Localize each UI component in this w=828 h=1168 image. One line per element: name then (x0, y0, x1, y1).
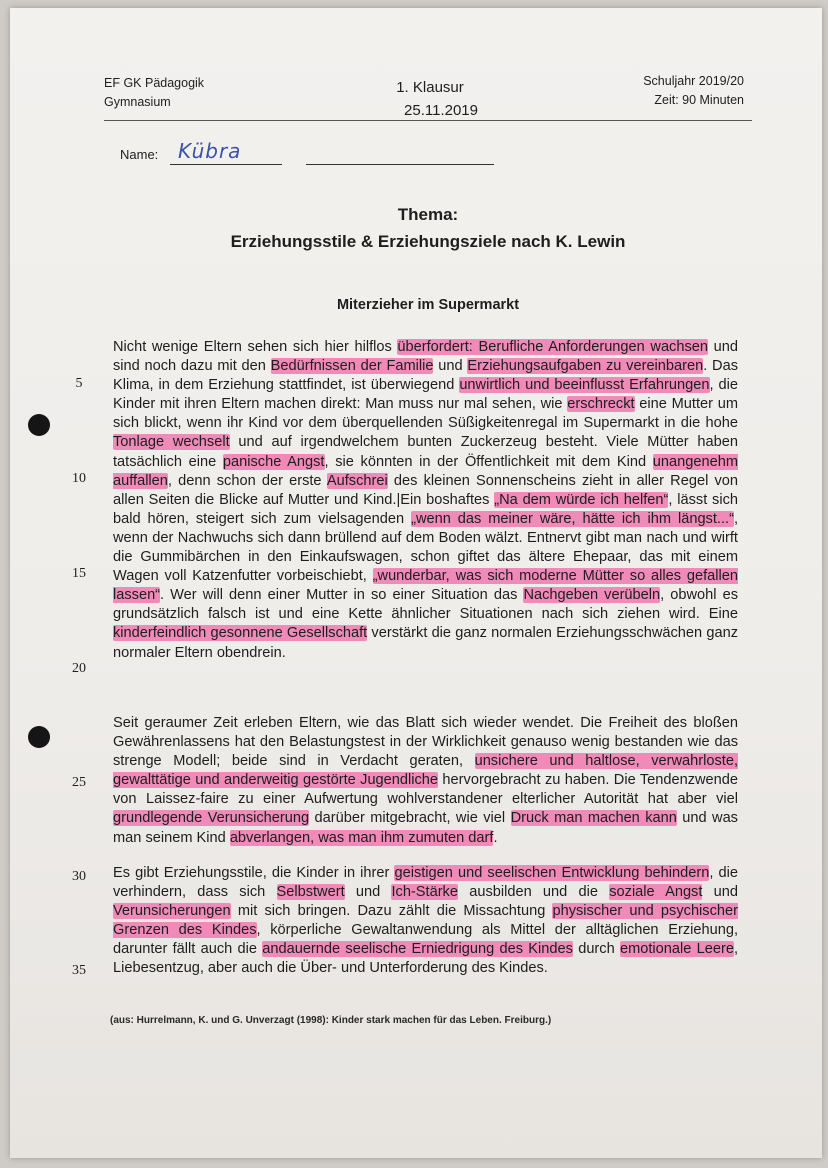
text-run: und was man seinem Kind (113, 810, 738, 846)
school-year: Schuljahr 2019/20 (643, 74, 744, 88)
paragraph-3 (113, 864, 738, 979)
line-number-15: 15 (72, 566, 86, 581)
highlight: Erziehungsaufgaben zu vereinbaren (467, 358, 704, 375)
highlight: abverlangen, was man ihm zumuten darf (229, 829, 494, 846)
paragraph-2 (113, 714, 738, 848)
highlight: soziale Angst (609, 884, 703, 901)
course-name: EF GK Pädagogik (104, 76, 205, 90)
line-number-20: 20 (72, 661, 86, 676)
text-run: mit sich bringen. Dazu zählt die Missachtung (230, 903, 553, 920)
highlight: emotionale Leere (619, 941, 734, 958)
line-number-35: 35 (72, 963, 86, 978)
exam-number: 1. Klausur (396, 79, 464, 96)
student-name-handwritten: Kübra (178, 139, 242, 163)
text-run: , denn schon der erste (167, 472, 327, 489)
text-run: eine Mutter um sich blickt, wenn ihr Kind vor dem überquellenden Süßigkeitenregal im Supermarkt in die hohe (113, 396, 739, 432)
header-divider (104, 120, 752, 121)
text-run: , lässt sich bald hören, steigert sich zum vielsagenden (113, 491, 739, 527)
highlight: Bedürfnissen der Familie (270, 358, 434, 375)
punch-hole-upper (28, 414, 50, 436)
line-number-5: 5 (75, 376, 83, 391)
text-run: . Wer will denn einer Mutter in so einer Situation das (160, 587, 524, 604)
highlight: erschreckt (567, 396, 635, 413)
text-run: , körperliche Gewaltanwendung als Mittel der alltäglichen Erziehung, darunter fällt auch die (113, 922, 738, 958)
highlight: Druck man machen kann (510, 810, 677, 827)
highlight: überfordert: Berufliche Anforderungen wachsen (397, 339, 709, 355)
line-number-25: 25 (72, 775, 86, 790)
highlight: „Na dem würde ich helfen“ (494, 491, 669, 508)
text-run: ausbilden und die (457, 884, 610, 901)
text-run: . (493, 829, 498, 846)
topic-title: Erziehungsstile & Erziehungsziele nach K. Lewin (230, 232, 626, 251)
text-run: , die verhindern, dass sich (113, 865, 738, 901)
text-run: und (702, 884, 739, 901)
highlight: geistigen und seelischen Entwicklung behindern (394, 865, 710, 881)
highlight: Verunsicherungen (113, 903, 231, 920)
text-run: Nicht wenige Eltern sehen sich hier hilflos (113, 339, 398, 355)
highlight: Aufschrei (326, 472, 388, 489)
highlight: unangenehm auffallen (113, 453, 738, 489)
exam-date: 25.11.2019 (404, 102, 478, 119)
text-run: Seit geraumer Zeit erleben Eltern, wie das Blatt sich wieder wendet. Die Freiheit des bloßen Gewährenlassens hat den Belastungstest in der Wirklichkeit genauso wenig bestanden wie das strenge Modell; beide sind in Verdacht geraten, (113, 715, 738, 770)
text-run: darüber mitgebracht, wie viel (309, 810, 511, 827)
text-run: . Das Klima, in dem Erziehung stattfindet, ist überwiegend (113, 358, 739, 394)
highlight: unsichere und haltlose, verwahrloste, gewalttätige und anderweitig gestörte Jugendliche (113, 753, 738, 789)
school-type: Gymnasium (104, 95, 171, 109)
text-run: , die Kinder mit ihren Eltern machen direkt: Man muss nur mal sehen, wie (113, 377, 739, 413)
text-run: , sie könnten in der Öffentlichkeit mit dem Kind (324, 453, 653, 470)
highlight: Ich-Stärke (391, 884, 458, 901)
line-number-10: 10 (72, 471, 86, 486)
text-run: und sind noch dazu mit den (113, 339, 738, 375)
paragraph-1 (113, 338, 738, 663)
text-run: durch (572, 941, 620, 958)
highlight: andauernde seelische Erniedrigung des Kindes (262, 941, 573, 958)
text-run: , Liebesentzug, aber auch die Über- und Unterforderung des Kindes. (113, 941, 739, 977)
highlight: unwirtlich und beeinflusst Erfahrungen (459, 377, 710, 394)
text-run: und auf irgendwelchem bunten Zuckerzeug besteht. Viele Mütter haben tatsächlich eine (113, 434, 738, 470)
highlight: kinderfeindlich gesonnene Gesellschaft (113, 625, 368, 642)
text-run: , obwohl es grundsätzlich falsch ist und eine Kette ähnlicher Situationen nach sich ziehen wird. Eine (113, 587, 738, 623)
text-run: , wenn der Nachwuchs sich dann brüllend auf dem Boden wälzt. Entnervt gibt man nach und wirft die Gummibärchen in den Einkaufswagen, schon giftet das ältere Ehepaar, das mit einem Wagen voll Katzenfutter vorbeischiebt, (113, 510, 738, 585)
highlight: Tonlage wechselt (113, 434, 230, 451)
line-number-30: 30 (72, 869, 86, 884)
highlight: Selbstwert (276, 884, 345, 901)
text-title: Miterzieher im Supermarkt (336, 297, 520, 313)
name-underline (170, 164, 282, 165)
exam-info (350, 76, 510, 122)
highlight: Nachgeben verübeln (523, 587, 661, 604)
highlight: „wunderbar, was sich moderne Mütter so alles gefallen lassen“ (113, 568, 738, 604)
highlight: „wenn das meiner wäre, hätte ich ihm längst...“ (411, 510, 734, 527)
source-citation: (aus: Hurrelmann, K. und G. Unverzagt (1998): Kinder stark machen für das Leben. Freiburg.) (110, 1015, 552, 1026)
exam-sheet (10, 8, 822, 1158)
text-run: hervorgebracht zu haben. Die Tendenzwende von Laissez-faire zu einer Aufwertung wohlverstandener elterlicher Autorität hat aber viel (113, 772, 738, 808)
text-run: und (344, 884, 392, 901)
exam-duration: Zeit: 90 Minuten (654, 93, 744, 107)
highlight: grundlegende Verunsicherung (113, 810, 310, 827)
text-run: Es gibt Erziehungsstile, die Kinder in ihrer (113, 865, 395, 881)
text-run: verstärkt die ganz normalen Erziehungsschwächen ganz normaler Eltern obendrein. (113, 625, 738, 661)
course-info (104, 74, 204, 112)
highlight: physischer und psychischer Grenzen des Kindes (113, 903, 738, 939)
punch-hole-lower (28, 726, 50, 748)
highlight: panische Angst (222, 453, 325, 470)
topic-heading: Thema: (397, 205, 459, 224)
text-run: des kleinen Sonnenscheins zieht in aller Regel von allen Seiten die Blicke auf Mutter und Kind.|Ein boshaftes (113, 472, 739, 508)
schedule-info (620, 72, 744, 110)
name-label: Name: (120, 147, 159, 162)
text-run: und (433, 358, 468, 375)
name-underline-extension (306, 164, 494, 165)
